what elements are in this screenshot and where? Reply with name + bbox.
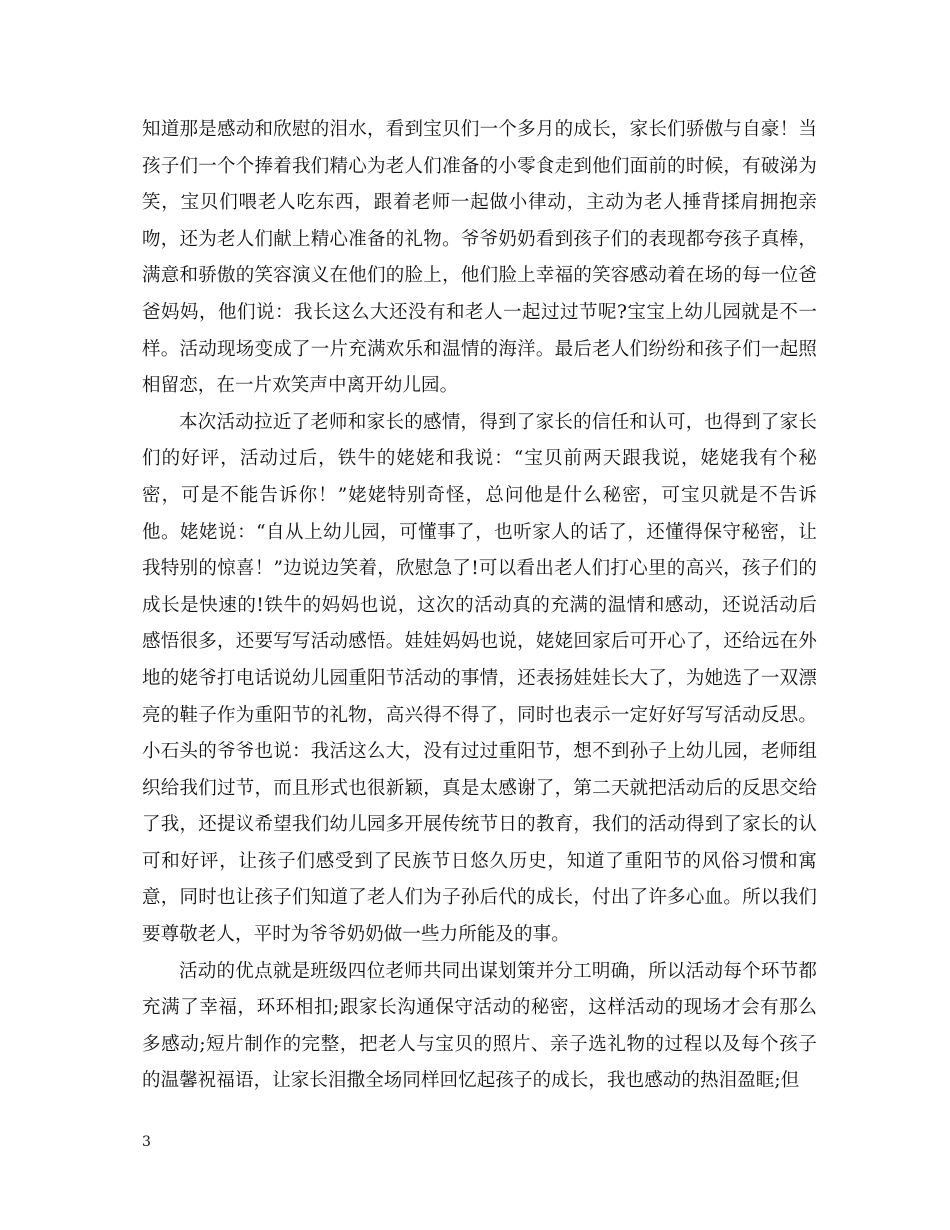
page-number: 3 — [142, 1134, 151, 1150]
paragraph-2: 本次活动拉近了老师和家长的感情，得到了家长的信任和认可，也得到了家长们的好评，活动过后，铁牛的姥姥和我说：“宝贝前两天跟我说，姥姥我有个秘密，可是不能告诉你！”姥姥特别奇怪，总问他是什么秘密，可宝贝就是不告诉他。姥姥说：“自从上幼儿园，可懂事了，也听家人的话了，还懂得保守秘密，让我特别的惊喜！”边说边笑着，欣慰急了!可以看出老人们打心里的高兴，孩子们的成长是快速的!铁牛的妈妈也说，这次的活动真的充满的温情和感动，还说活动后感悟很多，还要写写活动感悟。娃娃妈妈也说，姥姥回家后可开心了，还给远在外地的姥爷打电话说幼儿园重阳节活动的事情，还表扬娃娃长大了，为她选了一双漂亮的鞋子作为重阳节的礼物，高兴得不得了，同时也表示一定好好写写活动反思。小石头的爷爷也说：我活这么大，没有过过重阳节，想不到孙子上幼儿园，老师组织给我们过节，而且形式也很新颖，真是太感谢了，第二天就把活动后的反思交给了我，还提议希望我们幼儿园多开展传统节日的教育，我们的活动得到了家长的认可和好评，让孩子们感受到了民族节日悠久历史，知道了重阳节的风俗习惯和寓意，同时也让孩子们知道了老人们为子孙后代的成长，付出了许多心血。所以我们要尊敬老人，平时为爷爷奶奶做一些力所能及的事。 — [142, 411, 817, 946]
paragraph-1: 知道那是感动和欣慰的泪水，看到宝贝们一个多月的成长，家长们骄傲与自豪！当孩子们一个个捧着我们精心为老人们准备的小零食走到他们面前的时候，有破涕为笑，宝贝们喂老人吃东西，跟着老师一起做小律动，主动为老人捶背揉肩拥抱亲吻，还为老人们献上精心准备的礼物。爷爷奶奶看到孩子们的表现都夸孩子真棒，满意和骄傲的笑容演义在他们的脸上，他们脸上幸福的笑容感动着在场的每一位爸爸妈妈，他们说：我长这么大还没有和老人一起过过节呢?宝宝上幼儿园就是不一样。活动现场变成了一片充满欢乐和温情的海洋。最后老人们纷纷和孩子们一起照相留恋，在一片欢笑声中离开幼儿园。 — [142, 119, 817, 397]
document-body — [142, 112, 817, 1100]
paragraph-3: 活动的优点就是班级四位老师共同出谋划策并分工明确，所以活动每个环节都充满了幸福，环环相扣;跟家长沟通保守活动的秘密，这样活动的现场才会有那么多感动;短片制作的完整，把老人与宝贝的照片、亲子选礼物的过程以及每个孩子的温馨祝福语，让家长泪撒全场同样回忆起孩子的成长，我也感动的热泪盈眶;但 — [142, 960, 817, 1092]
